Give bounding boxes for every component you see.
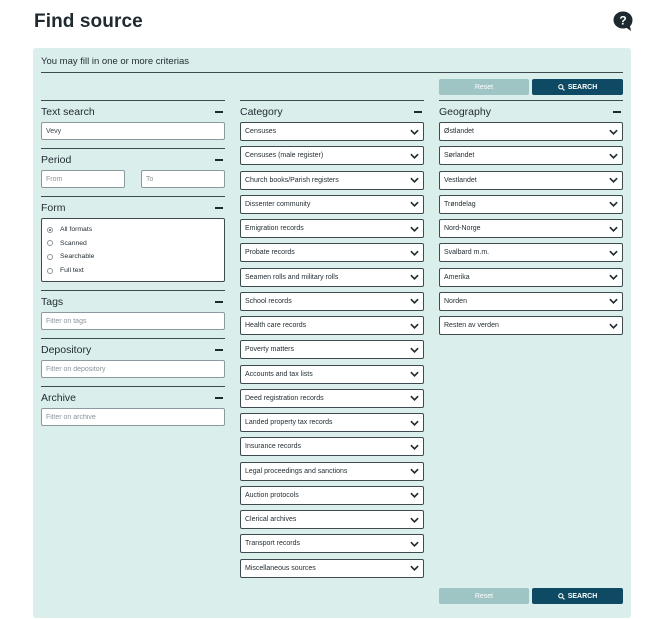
radio-label: Searchable xyxy=(60,253,95,261)
dropdown-label: Probate records xyxy=(245,249,295,257)
archive-header xyxy=(41,386,225,408)
dropdown-label: Censuses xyxy=(245,128,277,135)
minus-icon[interactable] xyxy=(215,159,223,161)
dropdown-select[interactable] xyxy=(240,122,424,141)
chevron-down-icon xyxy=(609,201,618,207)
radio-icon[interactable] xyxy=(47,268,53,274)
search-button[interactable] xyxy=(532,588,623,604)
geography-list xyxy=(439,122,623,335)
radio-all-formats[interactable] xyxy=(47,223,224,237)
column-filters xyxy=(41,100,225,426)
help-icon[interactable] xyxy=(612,10,634,32)
dropdown-label: Østlandet xyxy=(444,128,474,135)
chevron-down-icon xyxy=(609,177,618,183)
chevron-down-icon xyxy=(410,565,419,571)
chevron-down-icon xyxy=(410,298,419,304)
dropdown-select[interactable] xyxy=(439,268,623,287)
chevron-down-icon xyxy=(609,129,618,135)
minus-icon[interactable] xyxy=(215,207,223,209)
dropdown-label: Dissenter community xyxy=(245,200,311,208)
period-label: Period xyxy=(41,153,72,166)
radio-selected-icon[interactable] xyxy=(47,227,53,233)
radio-icon[interactable] xyxy=(47,254,53,260)
reset-button[interactable]: Reset xyxy=(439,588,529,604)
dropdown-select[interactable] xyxy=(240,510,424,529)
search-icon xyxy=(558,84,565,91)
dropdown-select[interactable] xyxy=(240,437,424,456)
text-search-label: Text search xyxy=(41,105,95,118)
dropdown-select[interactable] xyxy=(240,340,424,359)
minus-icon[interactable] xyxy=(215,349,223,351)
text-search-header xyxy=(41,100,225,122)
period-header xyxy=(41,148,225,170)
dropdown-label: Insurance records xyxy=(245,443,302,451)
page-title: Find source xyxy=(34,11,143,32)
dropdown-label: Legal proceedings and sanctions xyxy=(245,467,348,475)
depository-filter-input[interactable] xyxy=(41,360,225,378)
dropdown-select[interactable] xyxy=(240,146,424,165)
svg-text:?: ? xyxy=(619,13,627,28)
dropdown-select[interactable] xyxy=(240,292,424,311)
chevron-down-icon xyxy=(410,492,419,498)
chevron-down-icon xyxy=(410,274,419,280)
dropdown-select[interactable] xyxy=(240,316,424,335)
dropdown-label: Resten av verden xyxy=(444,322,499,329)
dropdown-select[interactable] xyxy=(240,559,424,578)
minus-icon[interactable] xyxy=(215,111,223,113)
chevron-down-icon xyxy=(410,541,419,547)
dropdown-select[interactable] xyxy=(439,219,623,238)
minus-icon[interactable] xyxy=(414,111,422,113)
dropdown-select[interactable] xyxy=(439,292,623,311)
dropdown-label: Nord-Norge xyxy=(444,225,481,232)
chevron-down-icon xyxy=(609,298,618,304)
dropdown-label: Transport records xyxy=(245,540,300,548)
search-panel xyxy=(33,48,631,618)
radio-full-text[interactable] xyxy=(47,264,224,278)
chevron-down-icon xyxy=(609,250,618,256)
tags-filter-input[interactable] xyxy=(41,312,225,330)
dropdown-label: Seamen rolls and military rolls xyxy=(245,273,339,281)
period-to-input[interactable] xyxy=(141,170,225,188)
chevron-down-icon xyxy=(410,468,419,474)
dropdown-select[interactable] xyxy=(439,146,623,165)
dropdown-label: Miscellaneous sources xyxy=(245,564,316,572)
chevron-down-icon xyxy=(609,274,618,280)
archive-label: Archive xyxy=(41,391,77,404)
category-label: Category xyxy=(240,105,283,118)
dropdown-label: Poverty matters xyxy=(245,346,295,354)
form-radio-group xyxy=(41,218,225,282)
column-geography xyxy=(439,100,623,340)
period-fields xyxy=(41,170,225,188)
geography-header xyxy=(439,100,623,122)
search-button[interactable] xyxy=(532,79,623,95)
dropdown-label: Landed property tax records xyxy=(245,419,333,426)
dropdown-label: Trøndelag xyxy=(444,200,476,208)
dropdown-select[interactable] xyxy=(240,534,424,553)
chevron-down-icon xyxy=(410,420,419,426)
chevron-down-icon xyxy=(410,517,419,523)
search-button-label: SEARCH xyxy=(567,592,598,600)
search-icon xyxy=(558,593,565,600)
dropdown-select[interactable] xyxy=(439,243,623,262)
dropdown-select[interactable] xyxy=(439,316,623,335)
minus-icon[interactable] xyxy=(215,301,223,303)
archive-filter-input[interactable] xyxy=(41,408,225,426)
chevron-down-icon xyxy=(410,371,419,377)
chevron-down-icon xyxy=(609,226,618,232)
radio-scanned[interactable] xyxy=(47,237,224,251)
chevron-down-icon xyxy=(410,129,419,135)
dropdown-label: Health care records xyxy=(245,322,307,329)
radio-label: All formats xyxy=(60,226,93,234)
dropdown-select[interactable] xyxy=(240,171,424,190)
dropdown-label: School records xyxy=(245,297,292,305)
dropdown-select[interactable] xyxy=(240,486,424,505)
dropdown-select[interactable] xyxy=(240,243,424,262)
chevron-down-icon xyxy=(410,347,419,353)
dropdown-select[interactable] xyxy=(240,413,424,432)
chevron-down-icon xyxy=(410,177,419,183)
dropdown-select[interactable] xyxy=(240,389,424,408)
depository-header xyxy=(41,338,225,360)
chevron-down-icon xyxy=(410,395,419,401)
dropdown-select[interactable] xyxy=(240,462,424,481)
dropdown-label: Auction protocols xyxy=(245,491,299,499)
minus-icon[interactable] xyxy=(613,111,621,113)
radio-icon[interactable] xyxy=(47,240,53,246)
depository-label: Depository xyxy=(41,343,92,356)
dropdown-select[interactable] xyxy=(439,195,623,214)
dropdown-select[interactable] xyxy=(439,171,623,190)
dropdown-select[interactable] xyxy=(240,365,424,384)
dropdown-label: Amerika xyxy=(444,273,470,281)
top-button-row xyxy=(439,79,623,95)
tags-header xyxy=(41,290,225,312)
dropdown-select[interactable] xyxy=(240,195,424,214)
dropdown-select[interactable] xyxy=(439,122,623,141)
dropdown-label: Church books/Parish registers xyxy=(245,176,339,184)
dropdown-label: Emigration records xyxy=(245,225,304,232)
dropdown-select[interactable] xyxy=(240,219,424,238)
text-search-input[interactable] xyxy=(41,122,225,140)
chevron-down-icon xyxy=(410,201,419,207)
chevron-down-icon xyxy=(410,444,419,450)
chevron-down-icon xyxy=(609,323,618,329)
minus-icon[interactable] xyxy=(215,397,223,399)
chevron-down-icon xyxy=(410,250,419,256)
category-header xyxy=(240,100,424,122)
radio-label: Full text xyxy=(60,267,84,275)
category-list xyxy=(240,122,424,578)
dropdown-label: Censuses (male register) xyxy=(245,152,324,160)
form-header xyxy=(41,196,225,218)
intro-text: You may fill in one or more criterias xyxy=(41,56,190,67)
dropdown-label: Clerical archives xyxy=(245,516,297,523)
dropdown-label: Norden xyxy=(444,297,467,305)
chevron-down-icon xyxy=(410,153,419,159)
column-category xyxy=(240,100,424,583)
dropdown-select[interactable] xyxy=(240,268,424,287)
radio-label: Scanned xyxy=(60,239,87,247)
reset-button[interactable]: Reset xyxy=(439,79,529,95)
dropdown-label: Svalbard m.m. xyxy=(444,249,490,257)
dropdown-label: Sørlandet xyxy=(444,152,475,160)
search-button-label: SEARCH xyxy=(567,83,598,91)
chevron-down-icon xyxy=(609,153,618,159)
chevron-down-icon xyxy=(410,226,419,232)
dropdown-label: Deed registration records xyxy=(245,394,324,402)
period-from-input[interactable] xyxy=(41,170,125,188)
dropdown-label: Vestlandet xyxy=(444,176,477,184)
form-label: Form xyxy=(41,201,66,214)
dropdown-label: Accounts and tax lists xyxy=(245,370,313,378)
chevron-down-icon xyxy=(410,323,419,329)
radio-searchable[interactable] xyxy=(47,250,224,264)
tags-label: Tags xyxy=(41,295,64,308)
geography-label: Geography xyxy=(439,105,491,118)
divider xyxy=(41,72,623,73)
bottom-button-row xyxy=(439,588,623,604)
